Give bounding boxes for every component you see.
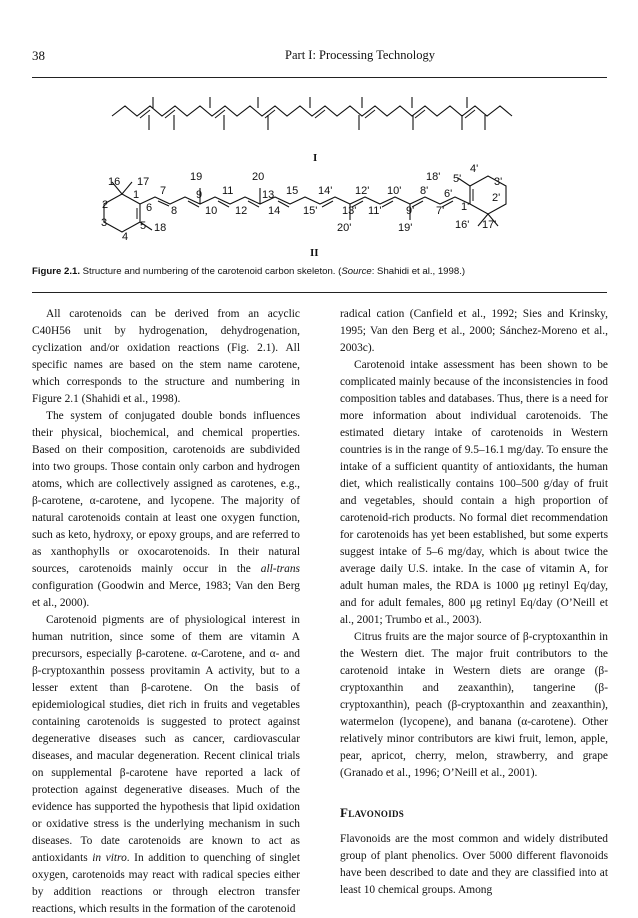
atom-label-8: 8 — [171, 205, 178, 217]
left-column — [32, 306, 300, 918]
paragraph: The system of conjugated double bonds influences their physical, biochemical, and chemical properties. Based on their composition, carotenoids are subdivided into two groups. Those contain only carbon and hydrogen atoms, which are collectively assigned as carotenes, e.g., β-carotene, α-carotene, and lycopene. The majority of natural carotenoids contain at least one oxygen function, such as keto, hydroxy, or epoxy groups, and are referred to as xanthophylls or oxocarotenoids. In their natural sources, carotenoids mainly occur in the all-trans configuration (Goodwin and Merce, 1983; Van den Berg et al., 2000). — [32, 410, 300, 609]
atom-label-2p: 2' — [492, 192, 501, 204]
atom-label-1: 1 — [133, 189, 140, 201]
atom-label-5: 5 — [140, 220, 147, 232]
page-number: 38 — [32, 48, 45, 63]
caption-rule — [32, 292, 607, 293]
atom-label-8p: 8' — [420, 185, 429, 197]
structure-label-i: I — [313, 152, 318, 164]
atom-label-10p: 10' — [387, 185, 402, 197]
paragraph: Flavonoids are the most common and widely distributed group of plant phenolics. Over 5000 different flavonoids have been described to date and they are classified into at least 10 chemical groups. Among — [340, 833, 608, 896]
atom-label-11: 11 — [222, 185, 234, 197]
caption-source-label: Source — [341, 266, 372, 277]
atom-label-13: 13 — [262, 189, 275, 201]
caption-label: Figure 2.1. — [32, 266, 80, 277]
atom-label-2: 2 — [102, 199, 109, 211]
atom-label-16: 16 — [108, 176, 121, 188]
paragraph: Carotenoid intake assessment has been shown to be complicated mainly because of the inconsistencies in food composition tables and databases. Thus, there is a need for more information about individual carotenoids. The estimated dietary intake of carotenoids in Western countries is in the range of 9.5–16.1 mg/day. To ensure the intake of a sufficient quantity of antioxidants, the human diet, which realistically contains 100–500 g/day of fruit and vegetables, should contain a high proportion of carotenoid-rich products. No formal diet recommendation for carotenoids has yet been established, but some experts suggest intake of 5–6 mg/day, which is about twice the average daily U.S. intake. In the case of vitamin A, for adult human males, the RDA is 1000 μg retinyl Eq/day, and for adult females, 800 μg retinyl Eq/day (O’Neill et al., 2001; Trumbo et al., 2003). — [340, 359, 608, 626]
atom-label-7p: 7' — [436, 205, 445, 217]
atom-label-9p: 9' — [406, 205, 415, 217]
structure-i-skeleton — [112, 97, 512, 130]
atom-label-11p: 11' — [368, 205, 382, 217]
atom-label-17: 17 — [137, 176, 150, 188]
atom-label-3: 3 — [101, 217, 108, 229]
atom-label-20: 20 — [252, 171, 265, 183]
atom-label-12: 12 — [235, 205, 248, 217]
atom-label-10: 10 — [205, 205, 218, 217]
atom-label-4: 4 — [122, 231, 129, 243]
atom-label-9: 9 — [196, 189, 203, 201]
atom-label-19: 19 — [190, 171, 203, 183]
paragraph: Citrus fruits are the major source of β-cryptoxanthin in the Western diet. The major fruit contributors to the carotenoid intake in Western diets are orange (β-cryptoxanthin and zeaxanthin), tangerine (β-cryptoxanthin), peach (β-cryptoxanthin and zeaxanthin), watermelon (lycopene), and banana (α-carotene). Other relatively minor contributors are kiwi fruit, lemon, apple, pear, apricot, cherry, melon, strawberry, and grape (Granado et al., 1996; O’Neill et al., 2001). — [340, 631, 608, 779]
atom-label-17p: 17' — [482, 219, 497, 231]
atom-label-15p: 15' — [303, 205, 318, 217]
running-head: Part I: Processing Technology — [285, 48, 435, 62]
atom-label-3p: 3' — [494, 176, 503, 188]
paragraph: All carotenoids can be derived from an acyclic C40H56 unit by hydrogenation, dehydrogenation, cyclization and/or oxidation reactions (Fig. 2.1). All specific names are based on the stem name carotene, which corresponds to the structure and numbering in Figure 2.1 (Shahidi et al., 1998). — [32, 308, 300, 405]
atom-label-13p: 13' — [342, 205, 357, 217]
atom-label-14: 14 — [268, 205, 281, 217]
caption-source: : Shahidi et al., 1998.) — [371, 266, 466, 277]
header-rule — [32, 77, 607, 78]
atom-label-16p: 16' — [455, 219, 470, 231]
atom-label-18p: 18' — [426, 171, 441, 183]
atom-label-4p: 4' — [470, 163, 479, 175]
atom-label-6: 6 — [146, 202, 153, 214]
atom-label-19p: 19' — [398, 222, 413, 234]
structure-label-ii: II — [310, 247, 319, 259]
atom-label-12p: 12' — [355, 185, 370, 197]
caption-text: Structure and numbering of the carotenoid carbon skeleton. ( — [82, 266, 342, 277]
atom-label-6p: 6' — [444, 188, 453, 200]
paragraph: Carotenoid pigments are of physiological interest in human nutrition, since some of them are vitamin A precursors, especially β-carotene. α-Carotene, and α- and β-cryptoxanthin possess provitamin A activity, but to a lesser extent than β-carotene. On the basis of epidemiological studies, diet rich in fruits and vegetables containing carotenoids is suggested to protect against degenerative diseases such as cancer, cardiovascular diseases, and macular degeneration. Recent clinical trials on supplemental β-carotene have reported a lack of protection against degenerative diseases. Much of the evidence has supported the hypothesis that lipid oxidation or oxidative stress is the underlying mechanism in such diseases. To date carotenoids are known to act as antioxidants in vitro. In addition to quenching of singlet oxygen, carotenoids may react with radical species either by addition reactions or through electron transfer reactions, which results in the formation of the carotenoid — [32, 614, 300, 915]
atom-label-14p: 14' — [318, 185, 333, 197]
section-heading: Flavonoids — [340, 805, 405, 820]
carotenoid-structure-figure — [0, 80, 638, 266]
paragraph: radical cation (Canfield et al., 1992; Sies and Krinsky, 1995; Van den Berg et al., 2000; Sánchez-Moreno et al., 2003c). — [340, 308, 608, 354]
atom-label-15: 15 — [286, 185, 299, 197]
figure-caption — [32, 266, 607, 277]
right-column — [340, 306, 608, 899]
atom-label-18: 18 — [154, 222, 167, 234]
atom-label-5p: 5' — [453, 173, 462, 185]
atom-label-1p: 1' — [461, 201, 470, 213]
atom-label-20p: 20' — [337, 222, 352, 234]
atom-label-7: 7 — [160, 185, 167, 197]
